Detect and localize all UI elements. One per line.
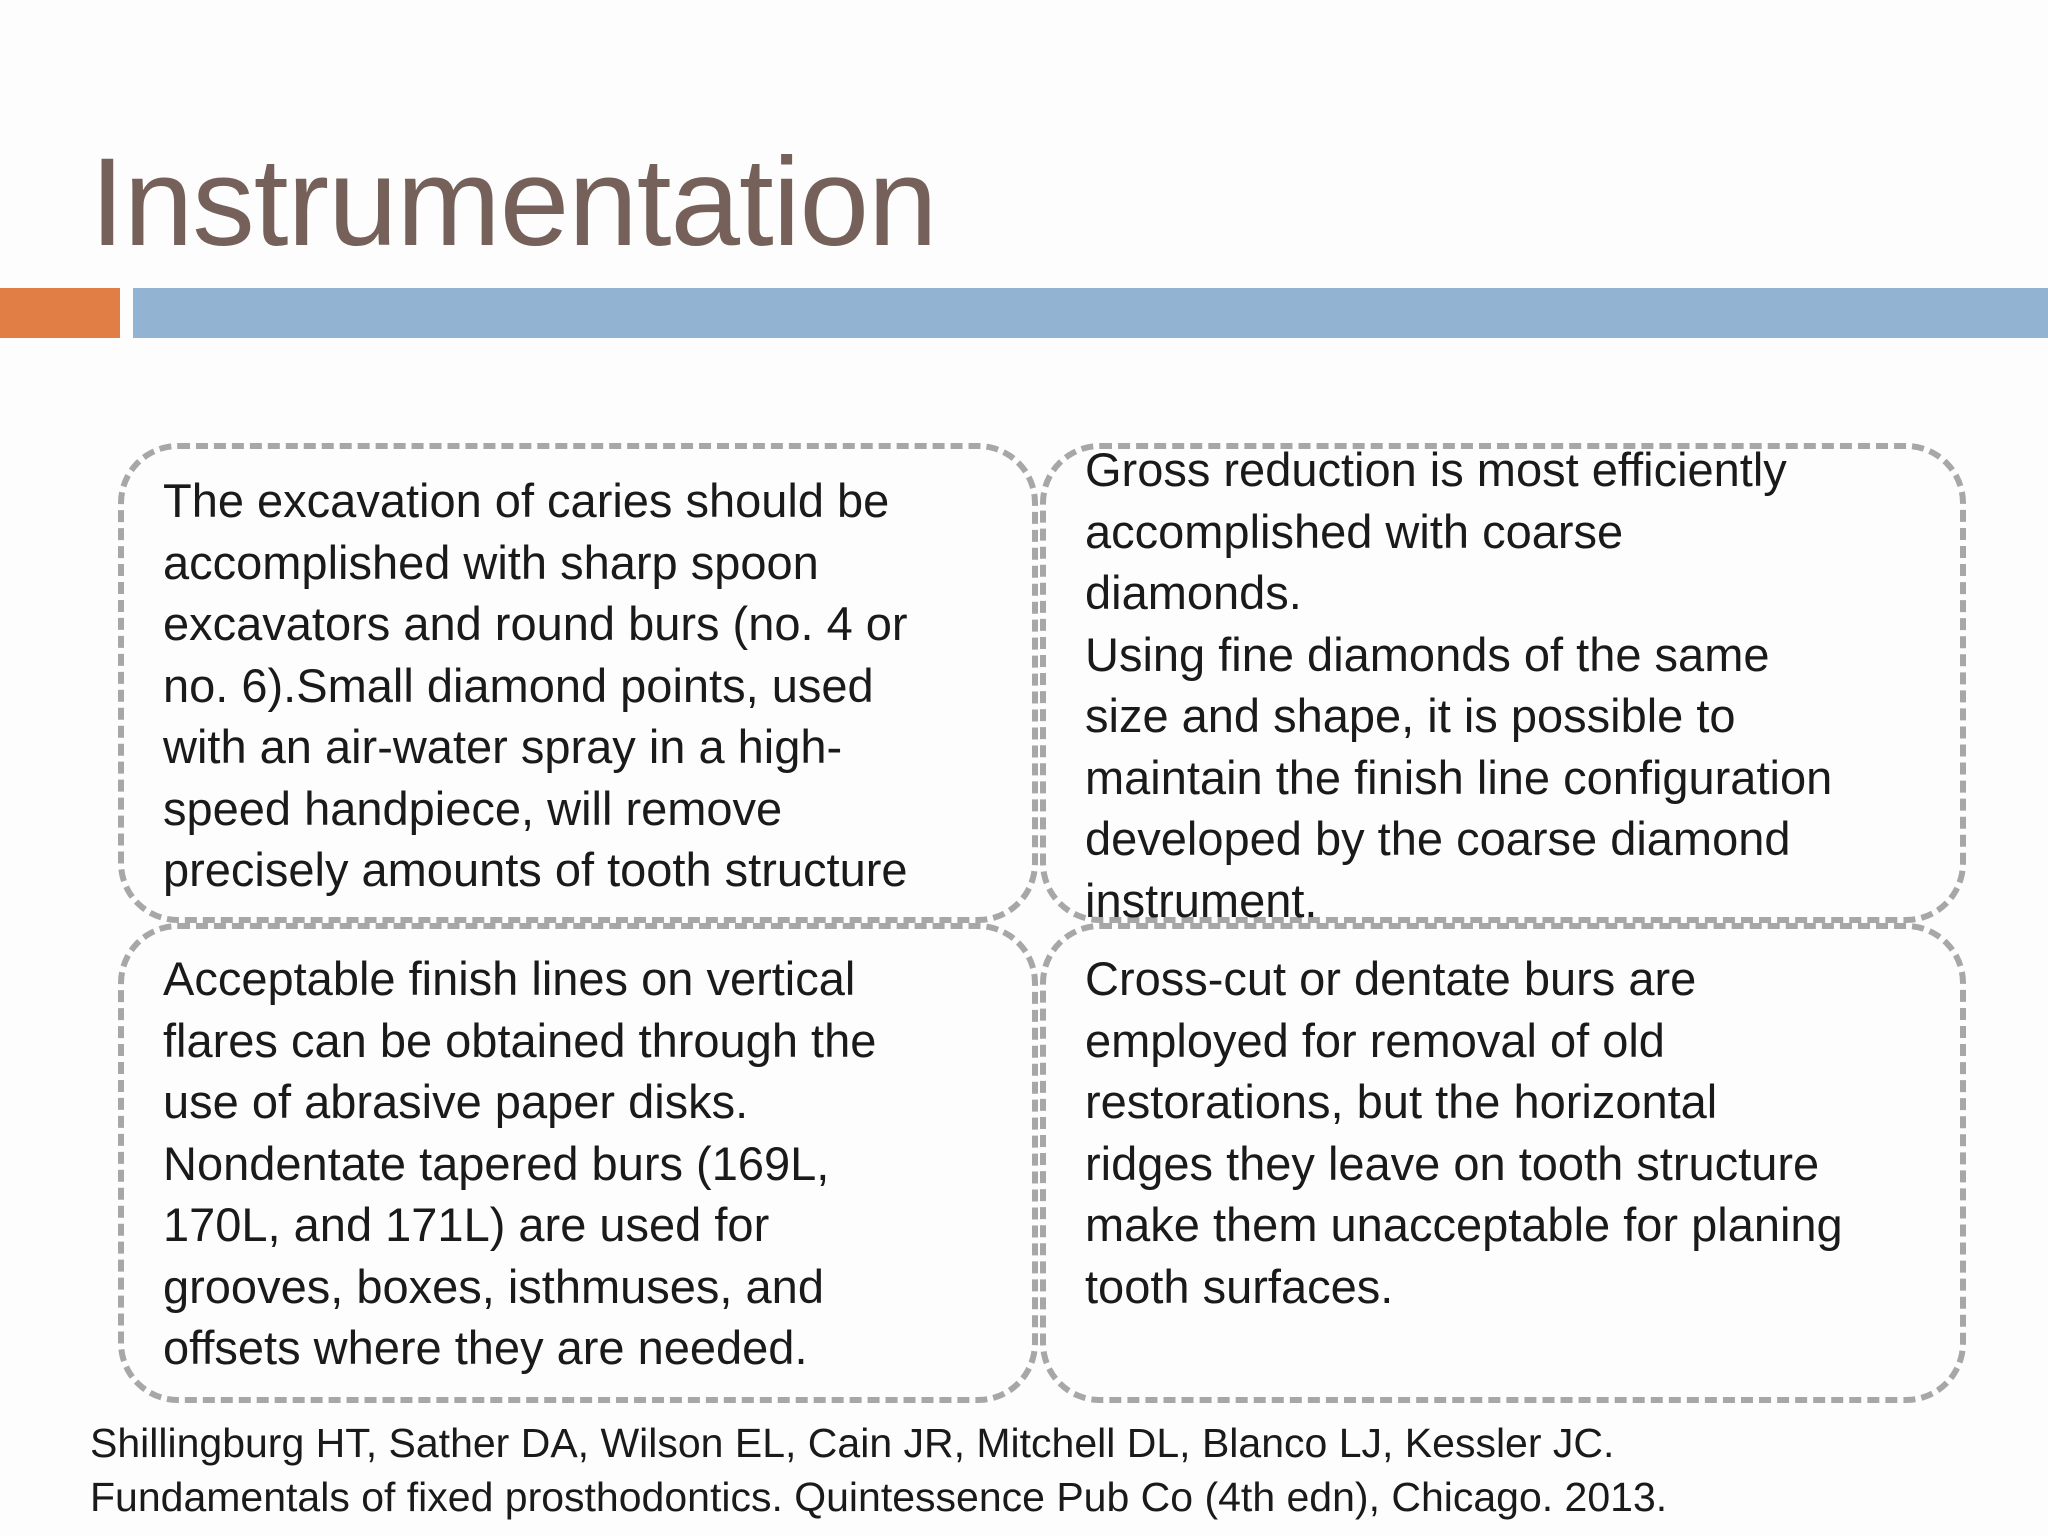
text-line: excavators and round burs (no. 4 or: [163, 597, 908, 650]
text-line: accomplished with sharp spoon: [163, 535, 819, 589]
text-line: tooth surfaces.: [1085, 1259, 1394, 1313]
text-line: Nondentate tapered burs (169L,: [163, 1136, 830, 1190]
citation-reference: [90, 1416, 1667, 1524]
text-line: Cross-cut or dentate burs are: [1085, 952, 1697, 1005]
bottom-right-box-text: [1085, 948, 1843, 1317]
text-line: Gross reduction is most efficiently: [1085, 443, 1787, 496]
text-line: use of abrasive paper disks.: [163, 1075, 749, 1128]
text-line: 170L, and 171L) are used for: [163, 1198, 770, 1251]
text-line: no. 6).Small diamond points, used: [163, 658, 874, 712]
title-accent-bar-orange: [0, 288, 120, 338]
text-line: The excavation of caries should be: [163, 474, 890, 527]
text-line: maintain the finish line configuration: [1085, 750, 1833, 804]
text-line: size and shape, it is possible to: [1085, 689, 1736, 742]
text-line: offsets where they are needed.: [163, 1321, 808, 1374]
text-line: accomplished with coarse: [1085, 504, 1624, 558]
bottom-left-box-text: [163, 948, 876, 1379]
text-line: with an air-water spray in a high-: [163, 720, 843, 773]
citation-line: Fundamentals of fixed prosthodontics. Quintessence Pub Co (4th edn), Chicago. 2013.: [90, 1474, 1668, 1520]
text-line: precisely amounts of tooth structure: [163, 843, 908, 896]
text-line: employed for removal of old: [1085, 1013, 1665, 1067]
text-line: restorations, but the horizontal: [1085, 1075, 1718, 1128]
text-line: instrument.: [1085, 873, 1318, 927]
text-line: ridges they leave on tooth structure: [1085, 1136, 1820, 1190]
slide-title: Instrumentation: [90, 133, 937, 272]
text-line: developed by the coarse diamond: [1085, 812, 1791, 865]
top-right-box-text: [1085, 439, 1832, 931]
top-left-box-text: [163, 470, 908, 901]
text-line: speed handpiece, will remove: [163, 781, 783, 835]
citation-line: Shillingburg HT, Sather DA, Wilson EL, Cain JR, Mitchell DL, Blanco LJ, Kessler JC.: [90, 1420, 1615, 1466]
text-line: make them unacceptable for planing: [1085, 1198, 1843, 1251]
text-line: diamonds.: [1085, 566, 1302, 619]
text-line: Using fine diamonds of the same: [1085, 627, 1770, 681]
title-accent-bar-blue: [133, 288, 2048, 338]
text-line: Acceptable finish lines on vertical: [163, 952, 856, 1005]
text-line: flares can be obtained through the: [163, 1013, 877, 1067]
text-line: grooves, boxes, isthmuses, and: [163, 1259, 824, 1313]
